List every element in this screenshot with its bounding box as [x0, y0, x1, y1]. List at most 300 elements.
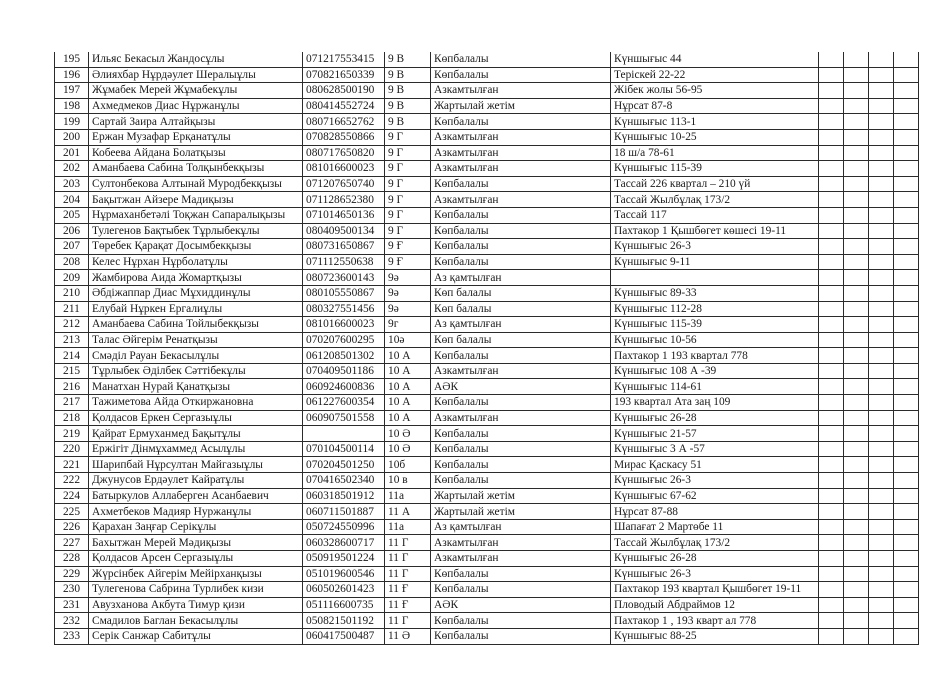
student-class: 9ә: [385, 270, 431, 286]
empty-cell: [894, 223, 919, 239]
row-number: 196: [55, 67, 89, 83]
empty-cell: [844, 410, 869, 426]
student-class: 9ә: [385, 285, 431, 301]
home-address: Пахтакор 1 Қышбөгет көшесi 19-11: [611, 223, 819, 239]
student-iin: 070821650339: [303, 67, 385, 83]
student-name: Ильяс Бекасыл Жандосұлы: [89, 52, 303, 67]
student-class: 11 Ғ: [385, 582, 431, 598]
empty-cell: [869, 488, 894, 504]
student-class: 10 А: [385, 348, 431, 364]
empty-cell: [844, 332, 869, 348]
empty-cell: [844, 597, 869, 613]
student-name: Ержан Музафар Ерқанатұлы: [89, 129, 303, 145]
empty-cell: [894, 348, 919, 364]
family-status: Көп балалы: [431, 301, 611, 317]
row-number: 230: [55, 582, 89, 598]
empty-cell: [844, 83, 869, 99]
student-iin: 051116600735: [303, 597, 385, 613]
family-status: Көпбалалы: [431, 254, 611, 270]
family-status: Көпбалалы: [431, 566, 611, 582]
student-class: 11 Ғ: [385, 597, 431, 613]
empty-cell: [819, 301, 844, 317]
empty-cell: [894, 410, 919, 426]
empty-cell: [819, 254, 844, 270]
empty-cell: [894, 114, 919, 130]
student-class: 9 Г: [385, 145, 431, 161]
table-row: [55, 317, 919, 333]
empty-cell: [894, 207, 919, 223]
row-number: 219: [55, 426, 89, 442]
student-name: Қарахан Заңғар Серiкұлы: [89, 519, 303, 535]
student-class: 11а: [385, 519, 431, 535]
student-iin: 080414552724: [303, 98, 385, 114]
empty-cell: [819, 566, 844, 582]
table-row: [55, 441, 919, 457]
row-number: 199: [55, 114, 89, 130]
family-status: Көп балалы: [431, 332, 611, 348]
empty-cell: [844, 613, 869, 629]
empty-cell: [819, 395, 844, 411]
student-iin: 050724550996: [303, 519, 385, 535]
empty-cell: [869, 628, 894, 644]
table-row: [55, 254, 919, 270]
empty-cell: [844, 301, 869, 317]
student-class: 10ә: [385, 332, 431, 348]
empty-cell: [819, 145, 844, 161]
row-number: 210: [55, 285, 89, 301]
table-row: [55, 67, 919, 83]
student-iin: 060318501912: [303, 488, 385, 504]
table-row: [55, 363, 919, 379]
row-number: 211: [55, 301, 89, 317]
student-name: Қайрат Ермуханмед Бақытұлы: [89, 426, 303, 442]
row-number: 203: [55, 176, 89, 192]
empty-cell: [894, 192, 919, 208]
row-number: 213: [55, 332, 89, 348]
empty-cell: [844, 207, 869, 223]
empty-cell: [819, 379, 844, 395]
table-row: [55, 379, 919, 395]
table-row: [55, 410, 919, 426]
empty-cell: [894, 254, 919, 270]
home-address: Күншығыс 26-28: [611, 551, 819, 567]
empty-cell: [819, 83, 844, 99]
empty-cell: [869, 457, 894, 473]
student-name: Бақытжан Айзере Мадиқызы: [89, 192, 303, 208]
empty-cell: [819, 348, 844, 364]
family-status: Азкамтылған: [431, 129, 611, 145]
home-address: Күншығыс 9-11: [611, 254, 819, 270]
student-name: Ержiгiт Дiнмұхаммед Асылұлы: [89, 441, 303, 457]
student-name: Ахметбеков Мадияр Нуржанұлы: [89, 504, 303, 520]
family-status: Көпбалалы: [431, 582, 611, 598]
empty-cell: [869, 254, 894, 270]
row-number: 232: [55, 613, 89, 629]
home-address: 18 ш/а 78-61: [611, 145, 819, 161]
family-status: Көпбалалы: [431, 628, 611, 644]
empty-cell: [869, 129, 894, 145]
student-name: Авузханова Акбута Тимур қизи: [89, 597, 303, 613]
family-status: Көпбалалы: [431, 223, 611, 239]
empty-cell: [844, 161, 869, 177]
empty-cell: [844, 270, 869, 286]
student-class: 10 А: [385, 363, 431, 379]
empty-cell: [819, 332, 844, 348]
student-iin: 060907501558: [303, 410, 385, 426]
student-class: 11 Г: [385, 535, 431, 551]
empty-cell: [869, 566, 894, 582]
family-status: Жартылай жетiм: [431, 98, 611, 114]
row-number: 225: [55, 504, 89, 520]
table-row: [55, 426, 919, 442]
student-name: Келес Нұрхан Нұрболатұлы: [89, 254, 303, 270]
empty-cell: [844, 551, 869, 567]
empty-cell: [844, 52, 869, 67]
empty-cell: [819, 52, 844, 67]
empty-cell: [819, 519, 844, 535]
empty-cell: [819, 488, 844, 504]
family-status: Азкамтылған: [431, 535, 611, 551]
empty-cell: [869, 176, 894, 192]
row-number: 217: [55, 395, 89, 411]
home-address: Күншығыс 113-1: [611, 114, 819, 130]
family-status: Көпбалалы: [431, 67, 611, 83]
student-class: 11а: [385, 488, 431, 504]
row-number: 218: [55, 410, 89, 426]
table-row: [55, 270, 919, 286]
student-class: 9 В: [385, 52, 431, 67]
table-row: [55, 395, 919, 411]
row-number: 227: [55, 535, 89, 551]
row-number: 228: [55, 551, 89, 567]
empty-cell: [869, 192, 894, 208]
row-number: 208: [55, 254, 89, 270]
empty-cell: [819, 192, 844, 208]
empty-cell: [869, 519, 894, 535]
home-address: Терiскей 22-22: [611, 67, 819, 83]
student-iin: 051019600546: [303, 566, 385, 582]
empty-cell: [894, 52, 919, 67]
family-status: Көпбалалы: [431, 52, 611, 67]
empty-cell: [869, 473, 894, 489]
table-row: [55, 52, 919, 67]
student-class: 9ә: [385, 301, 431, 317]
home-address: Пахтакор 1 , 193 кварт ал 778: [611, 613, 819, 629]
family-status: Аз қамтылған: [431, 519, 611, 535]
empty-cell: [819, 161, 844, 177]
empty-cell: [869, 535, 894, 551]
home-address: Нұрсат 87-8: [611, 98, 819, 114]
empty-cell: [819, 114, 844, 130]
empty-cell: [844, 628, 869, 644]
table-row: [55, 613, 919, 629]
row-number: 206: [55, 223, 89, 239]
empty-cell: [869, 317, 894, 333]
empty-cell: [869, 441, 894, 457]
empty-cell: [869, 285, 894, 301]
empty-cell: [869, 348, 894, 364]
home-address: Күншығыс 112-28: [611, 301, 819, 317]
home-address: Жiбек жолы 56-95: [611, 83, 819, 99]
empty-cell: [819, 363, 844, 379]
home-address: Пахтакор 1 193 квартал 778: [611, 348, 819, 364]
empty-cell: [869, 301, 894, 317]
student-iin: 050919501224: [303, 551, 385, 567]
empty-cell: [844, 129, 869, 145]
empty-cell: [844, 504, 869, 520]
empty-cell: [894, 504, 919, 520]
row-number: 198: [55, 98, 89, 114]
table-row: [55, 161, 919, 177]
empty-cell: [894, 98, 919, 114]
row-number: 221: [55, 457, 89, 473]
empty-cell: [819, 285, 844, 301]
row-number: 215: [55, 363, 89, 379]
student-iin: 080717650820: [303, 145, 385, 161]
empty-cell: [844, 395, 869, 411]
student-iin: 070207600295: [303, 332, 385, 348]
empty-cell: [844, 176, 869, 192]
family-status: Көпбалалы: [431, 348, 611, 364]
student-iin: [303, 426, 385, 442]
student-name: Бахытжан Мерей Мәдиқызы: [89, 535, 303, 551]
student-iin: 060417500487: [303, 628, 385, 644]
student-name: Серiк Санжар Сабитұлы: [89, 628, 303, 644]
empty-cell: [894, 426, 919, 442]
student-class: 10 Ә: [385, 426, 431, 442]
student-name: Қолдасов Еркен Сергазыұлы: [89, 410, 303, 426]
table-row: [55, 457, 919, 473]
student-iin: 080723600143: [303, 270, 385, 286]
student-iin: 060502601423: [303, 582, 385, 598]
empty-cell: [844, 114, 869, 130]
student-iin: 060328600717: [303, 535, 385, 551]
empty-cell: [894, 628, 919, 644]
student-iin: 070204501250: [303, 457, 385, 473]
table-row: [55, 628, 919, 644]
table-row: [55, 551, 919, 567]
empty-cell: [844, 473, 869, 489]
empty-cell: [869, 582, 894, 598]
empty-cell: [844, 488, 869, 504]
student-name: Қолдасов Арсен Сергазыұлы: [89, 551, 303, 567]
student-name: Нұрмаханбетәлi Тоқжан Сапаралықызы: [89, 207, 303, 223]
table-row: [55, 176, 919, 192]
table-row: [55, 332, 919, 348]
empty-cell: [869, 83, 894, 99]
empty-cell: [894, 285, 919, 301]
empty-cell: [819, 317, 844, 333]
empty-cell: [869, 551, 894, 567]
empty-cell: [869, 98, 894, 114]
empty-cell: [819, 441, 844, 457]
row-number: 216: [55, 379, 89, 395]
row-number: 204: [55, 192, 89, 208]
empty-cell: [869, 426, 894, 442]
student-iin: 071014650136: [303, 207, 385, 223]
empty-cell: [894, 473, 919, 489]
student-name: Батыркулов Аллаберген Асанбаевич: [89, 488, 303, 504]
table-row: [55, 473, 919, 489]
home-address: Күншығыс 26-3: [611, 239, 819, 255]
family-status: Азкамтылған: [431, 410, 611, 426]
row-number: 222: [55, 473, 89, 489]
row-number: 220: [55, 441, 89, 457]
student-name: Кобеева Айдана Болатқызы: [89, 145, 303, 161]
empty-cell: [869, 270, 894, 286]
student-iin: 070416502340: [303, 473, 385, 489]
home-address: Күншығыс 26-3: [611, 566, 819, 582]
student-iin: 080327551456: [303, 301, 385, 317]
student-class: 9 Г: [385, 192, 431, 208]
student-iin: 071112550638: [303, 254, 385, 270]
empty-cell: [844, 519, 869, 535]
empty-cell: [819, 129, 844, 145]
student-class: 9 В: [385, 83, 431, 99]
empty-cell: [894, 441, 919, 457]
student-class: 10 А: [385, 395, 431, 411]
empty-cell: [894, 566, 919, 582]
student-name: Аманбаева Сабина Тойлыбекқызы: [89, 317, 303, 333]
student-iin: 070104500114: [303, 441, 385, 457]
empty-cell: [894, 379, 919, 395]
student-name: Аманбаева Сабина Толқынбекқызы: [89, 161, 303, 177]
student-class: 9 В: [385, 98, 431, 114]
student-class: 11 Ә: [385, 628, 431, 644]
empty-cell: [894, 129, 919, 145]
table-row: [55, 223, 919, 239]
family-status: Азкамтылған: [431, 551, 611, 567]
student-class: 11 Г: [385, 566, 431, 582]
student-name: Әлияхбар Нұрдәулет Шералыұлы: [89, 67, 303, 83]
table-row: [55, 535, 919, 551]
row-number: 197: [55, 83, 89, 99]
student-iin: 060924600836: [303, 379, 385, 395]
row-number: 200: [55, 129, 89, 145]
home-address: Нұрсат 87-88: [611, 504, 819, 520]
empty-cell: [869, 207, 894, 223]
empty-cell: [844, 145, 869, 161]
empty-cell: [894, 597, 919, 613]
table-row: [55, 301, 919, 317]
family-status: Аз қамтылған: [431, 317, 611, 333]
empty-cell: [844, 582, 869, 598]
empty-cell: [869, 52, 894, 67]
table-row: [55, 597, 919, 613]
empty-cell: [819, 270, 844, 286]
home-address: Күншығыс 115-39: [611, 161, 819, 177]
student-iin: 070828550866: [303, 129, 385, 145]
student-iin: 080716652762: [303, 114, 385, 130]
row-number: 207: [55, 239, 89, 255]
student-iin: 071217553415: [303, 52, 385, 67]
home-address: Күншығыс 44: [611, 52, 819, 67]
empty-cell: [894, 363, 919, 379]
home-address: Күншығыс 26-3: [611, 473, 819, 489]
home-address: Шапағат 2 Мартөбе 11: [611, 519, 819, 535]
empty-cell: [869, 379, 894, 395]
home-address: Күншығыс 89-33: [611, 285, 819, 301]
student-name: Смәдiл Рауан Бекасылұлы: [89, 348, 303, 364]
student-name: Жүрсiнбек Айгерiм Мейiрханқызы: [89, 566, 303, 582]
student-name: Елубай Нұркен Ергалиұлы: [89, 301, 303, 317]
empty-cell: [894, 239, 919, 255]
home-address: Күншығыс 21-57: [611, 426, 819, 442]
empty-cell: [819, 535, 844, 551]
empty-cell: [894, 582, 919, 598]
empty-cell: [869, 161, 894, 177]
empty-cell: [894, 519, 919, 535]
family-status: Көп балалы: [431, 285, 611, 301]
home-address: Пахтакор 193 квартал Қышбөгет 19-11: [611, 582, 819, 598]
empty-cell: [869, 239, 894, 255]
row-number: 205: [55, 207, 89, 223]
table-row: [55, 192, 919, 208]
empty-cell: [869, 332, 894, 348]
family-status: Аз қамтылған: [431, 270, 611, 286]
student-name: Шарипбай Нұрсултан Майгазыұлы: [89, 457, 303, 473]
empty-cell: [894, 395, 919, 411]
home-address: Күншығыс 114-61: [611, 379, 819, 395]
empty-cell: [894, 83, 919, 99]
empty-cell: [819, 223, 844, 239]
student-iin: 080105550867: [303, 285, 385, 301]
family-status: Көпбалалы: [431, 473, 611, 489]
home-address: Тассай Жылбұлақ 173/2: [611, 535, 819, 551]
home-address: Күншығыс 88-25: [611, 628, 819, 644]
empty-cell: [869, 363, 894, 379]
empty-cell: [894, 176, 919, 192]
student-class: 9 Г: [385, 129, 431, 145]
empty-cell: [819, 582, 844, 598]
home-address: Тассай 117: [611, 207, 819, 223]
family-status: Азкамтылған: [431, 161, 611, 177]
student-iin: 071207650740: [303, 176, 385, 192]
family-status: Азкамтылған: [431, 192, 611, 208]
family-status: АӘК: [431, 379, 611, 395]
row-number: 231: [55, 597, 89, 613]
empty-cell: [869, 597, 894, 613]
family-status: Көпбалалы: [431, 239, 611, 255]
student-class: 9г: [385, 317, 431, 333]
row-number: 201: [55, 145, 89, 161]
student-class: 9 Г: [385, 207, 431, 223]
empty-cell: [819, 207, 844, 223]
student-class: 11 А: [385, 504, 431, 520]
family-status: Азкамтылған: [431, 363, 611, 379]
table-row: [55, 582, 919, 598]
empty-cell: [819, 504, 844, 520]
row-number: 229: [55, 566, 89, 582]
empty-cell: [844, 457, 869, 473]
family-status: АӘК: [431, 597, 611, 613]
student-name: Жұмабек Мерей Жұмабекұлы: [89, 83, 303, 99]
table-row: [55, 207, 919, 223]
table-row: [55, 239, 919, 255]
home-address: Тассай Жылбұлақ 173/2: [611, 192, 819, 208]
empty-cell: [869, 67, 894, 83]
empty-cell: [844, 98, 869, 114]
empty-cell: [844, 379, 869, 395]
empty-cell: [894, 270, 919, 286]
student-name: Ахмедмеков Диас Нұржанұлы: [89, 98, 303, 114]
row-number: 214: [55, 348, 89, 364]
empty-cell: [819, 628, 844, 644]
row-number: 226: [55, 519, 89, 535]
home-address: Күншығыс 10-56: [611, 332, 819, 348]
empty-cell: [844, 67, 869, 83]
family-status: Көпбалалы: [431, 176, 611, 192]
